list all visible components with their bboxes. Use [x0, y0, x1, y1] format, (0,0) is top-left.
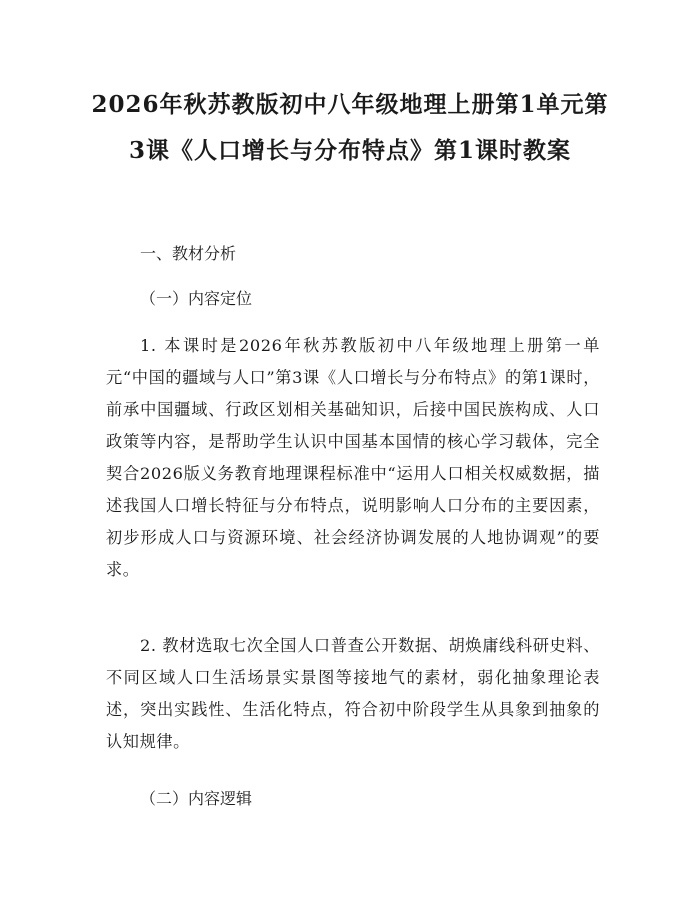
document-title: 2026年秋苏教版初中八年级地理上册第1单元第3课《人口增长与分布特点》第1课时教案 [91, 91, 609, 164]
paragraph-1: 1. 本课时是2026年秋苏教版初中八年级地理上册第一单元“中国的疆域与人口”第3课《人口增长与分布特点》的第1课时，前承中国疆域、行政区划相关基础知识，后接中国民族构成、人口政策等内容，是帮助学生认识中国基本国情的核心学习载体，完全契合2026版义务教育地理课程标准中“运用人口相关权威数据，描述我国人口增长特征与分布特点，说明影响人口分布的主要因素，初步形成人口与资源环境、社会经济协调发展的人地协调观”的要求。 [106, 336, 600, 579]
section-heading-textbook-analysis: 一、教材分析 [140, 244, 237, 263]
subsection-heading-content-positioning: （一）内容定位 [140, 289, 253, 308]
subsection-heading-content-logic: （二）内容逻辑 [140, 789, 253, 808]
paragraph-2: 2. 教材选取七次全国人口普查公开数据、胡焕庸线科研史料、不同区域人口生活场景实景图等接地气的素材，弱化抽象理论表述，突出实践性、生活化特点，符合初中阶段学生从具象到抽象的认知规律。 [106, 636, 600, 751]
